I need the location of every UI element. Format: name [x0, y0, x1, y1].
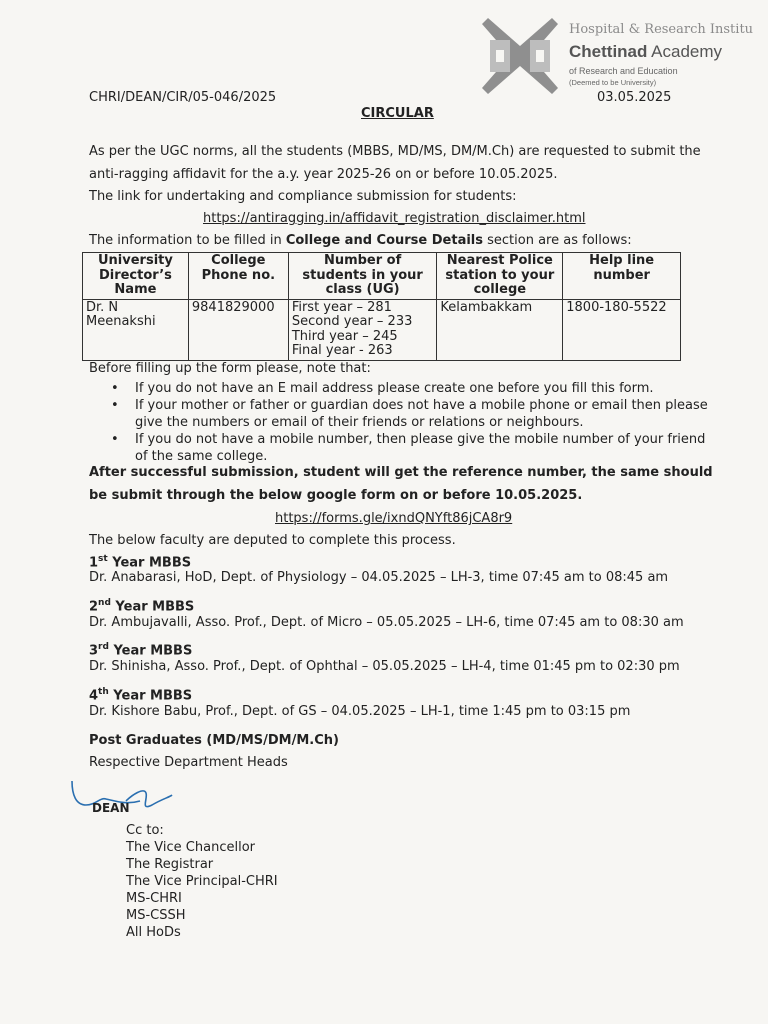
- pg-heading: Post Graduates (MD/MS/DM/M.Ch): [89, 733, 339, 748]
- year-1-sup: st: [98, 554, 108, 564]
- instruction-item: • If you do not have a mobile number, then please give the mobile number of your friend of the same college.: [108, 431, 718, 465]
- pg-detail: Respective Department Heads: [89, 755, 288, 770]
- letterhead-line3: of Research and Education: [569, 66, 678, 76]
- intro-line-3: The link for undertaking and compliance submission for students:: [89, 189, 517, 204]
- letterhead-name-rest: Academy: [647, 42, 723, 61]
- google-form-link[interactable]: https://forms.gle/ixndQNYft86jCA8r9: [275, 511, 513, 526]
- year-2-heading: [89, 598, 194, 614]
- cc-item: The Registrar: [126, 857, 214, 872]
- year-3-sup: rd: [98, 642, 109, 652]
- students-second-year: Second year – 233: [291, 314, 413, 329]
- students-final-year: Final year - 263: [291, 343, 393, 358]
- letterhead-name-bold: Chettinad: [569, 42, 648, 61]
- cc-item: MS-CSSH: [126, 908, 186, 923]
- before-note: Before filling up the form please, note that:: [89, 361, 371, 376]
- institution-logo: [480, 16, 560, 96]
- signature-label: DEAN: [92, 801, 130, 815]
- year-3-label: Year MBBS: [108, 643, 193, 659]
- director-line-1: Dr. N: [86, 299, 119, 315]
- reference-number: CHRI/DEAN/CIR/05-046/2025: [89, 90, 277, 105]
- year-4-heading: [89, 687, 192, 703]
- year-2-sup: nd: [98, 598, 111, 608]
- after-submission-line-2: be submit through the below google form on or before 10.05.2025.: [89, 488, 583, 503]
- year-2-label: Year MBBS: [110, 599, 195, 615]
- year-1-heading: [89, 554, 191, 570]
- year-4-sup: th: [98, 687, 109, 697]
- year-4-num: 4: [89, 688, 99, 704]
- cell-helpline: 1800-180-5522: [563, 299, 681, 360]
- year-4-label: Year MBBS: [108, 688, 193, 704]
- cc-label: Cc to:: [126, 823, 164, 838]
- year-1-label: Year MBBS: [107, 555, 192, 571]
- cell-police: Kelambakkam: [437, 299, 563, 360]
- table-row: [83, 299, 681, 360]
- affidavit-link[interactable]: https://antiragging.in/affidavit_registration_disclaimer.html: [203, 211, 586, 226]
- cc-item: The Vice Chancellor: [126, 840, 255, 855]
- cell-phone: 9841829000: [188, 299, 288, 360]
- header-police: Nearest Police station to your college: [437, 253, 563, 300]
- college-details-table: [82, 252, 681, 361]
- cc-item: All HoDs: [126, 925, 181, 940]
- year-3-num: 3: [89, 643, 99, 659]
- letterhead-line1: Hospital & Research Institu: [569, 22, 754, 37]
- dean-signature: [66, 775, 176, 825]
- circular-heading: CIRCULAR: [361, 106, 434, 121]
- year-3-detail: Dr. Shinisha, Asso. Prof., Dept. of Ophthal – 05.05.2025 – LH-4, time 01:45 pm to 02:30 pm: [89, 659, 680, 674]
- info-prefix: The information to be filled in: [89, 233, 286, 248]
- students-first-year: First year – 281: [291, 299, 392, 315]
- year-4-detail: Dr. Kishore Babu, Prof., Dept. of GS – 04.05.2025 – LH-1, time 1:45 pm to 03:15 pm: [89, 704, 631, 719]
- circular-date: 03.05.2025: [597, 90, 672, 105]
- instruction-item: • If you do not have an E mail address please create one before you fill this form.: [108, 380, 718, 397]
- letterhead-name: [569, 42, 722, 62]
- director-line-2: Meenakshi: [86, 314, 156, 329]
- year-2-detail: Dr. Ambujavalli, Asso. Prof., Dept. of Micro – 05.05.2025 – LH-6, time 07:45 am to 08:30 am: [89, 615, 684, 630]
- intro-line-2: anti-ragging affidavit for the a.y. year 2025-26 on or before 10.05.2025.: [89, 167, 558, 182]
- intro-line-1: As per the UGC norms, all the students (MBBS, MD/MS, DM/M.Ch) are requested to submit the: [89, 144, 701, 159]
- info-line: [89, 229, 632, 252]
- year-1-detail: Dr. Anabarasi, HoD, Dept. of Physiology – 04.05.2025 – LH-3, time 07:45 am to 08:45 am: [89, 570, 669, 585]
- year-1-num: 1: [89, 555, 99, 571]
- year-2-num: 2: [89, 599, 99, 615]
- cell-director: [83, 299, 189, 360]
- letterhead-line4: (Deemed to be University): [569, 78, 657, 87]
- instruction-list: [108, 380, 718, 465]
- header-phone: College Phone no.: [188, 253, 288, 300]
- year-3-heading: [89, 642, 192, 658]
- info-bold: College and Course Details: [285, 233, 483, 248]
- after-submission-line-1: After successful submission, student will get the reference number, the same should: [89, 465, 713, 480]
- header-director: University Director’s Name: [83, 253, 189, 300]
- instruction-item: • If your mother or father or guardian does not have a mobile phone or email then please give the numbers or email of their friends or relations or neighbours.: [108, 397, 718, 431]
- cc-item: MS-CHRI: [126, 891, 182, 906]
- faculty-intro: The below faculty are deputed to complete this process.: [89, 533, 456, 548]
- header-helpline: Help line number: [563, 253, 681, 300]
- cell-students: [288, 299, 437, 360]
- info-suffix: section are as follows:: [483, 233, 632, 248]
- header-students: Number of students in your class (UG): [288, 253, 437, 300]
- students-third-year: Third year – 245: [291, 328, 398, 344]
- table-header-row: [83, 253, 681, 300]
- cc-item: The Vice Principal-CHRI: [126, 874, 278, 889]
